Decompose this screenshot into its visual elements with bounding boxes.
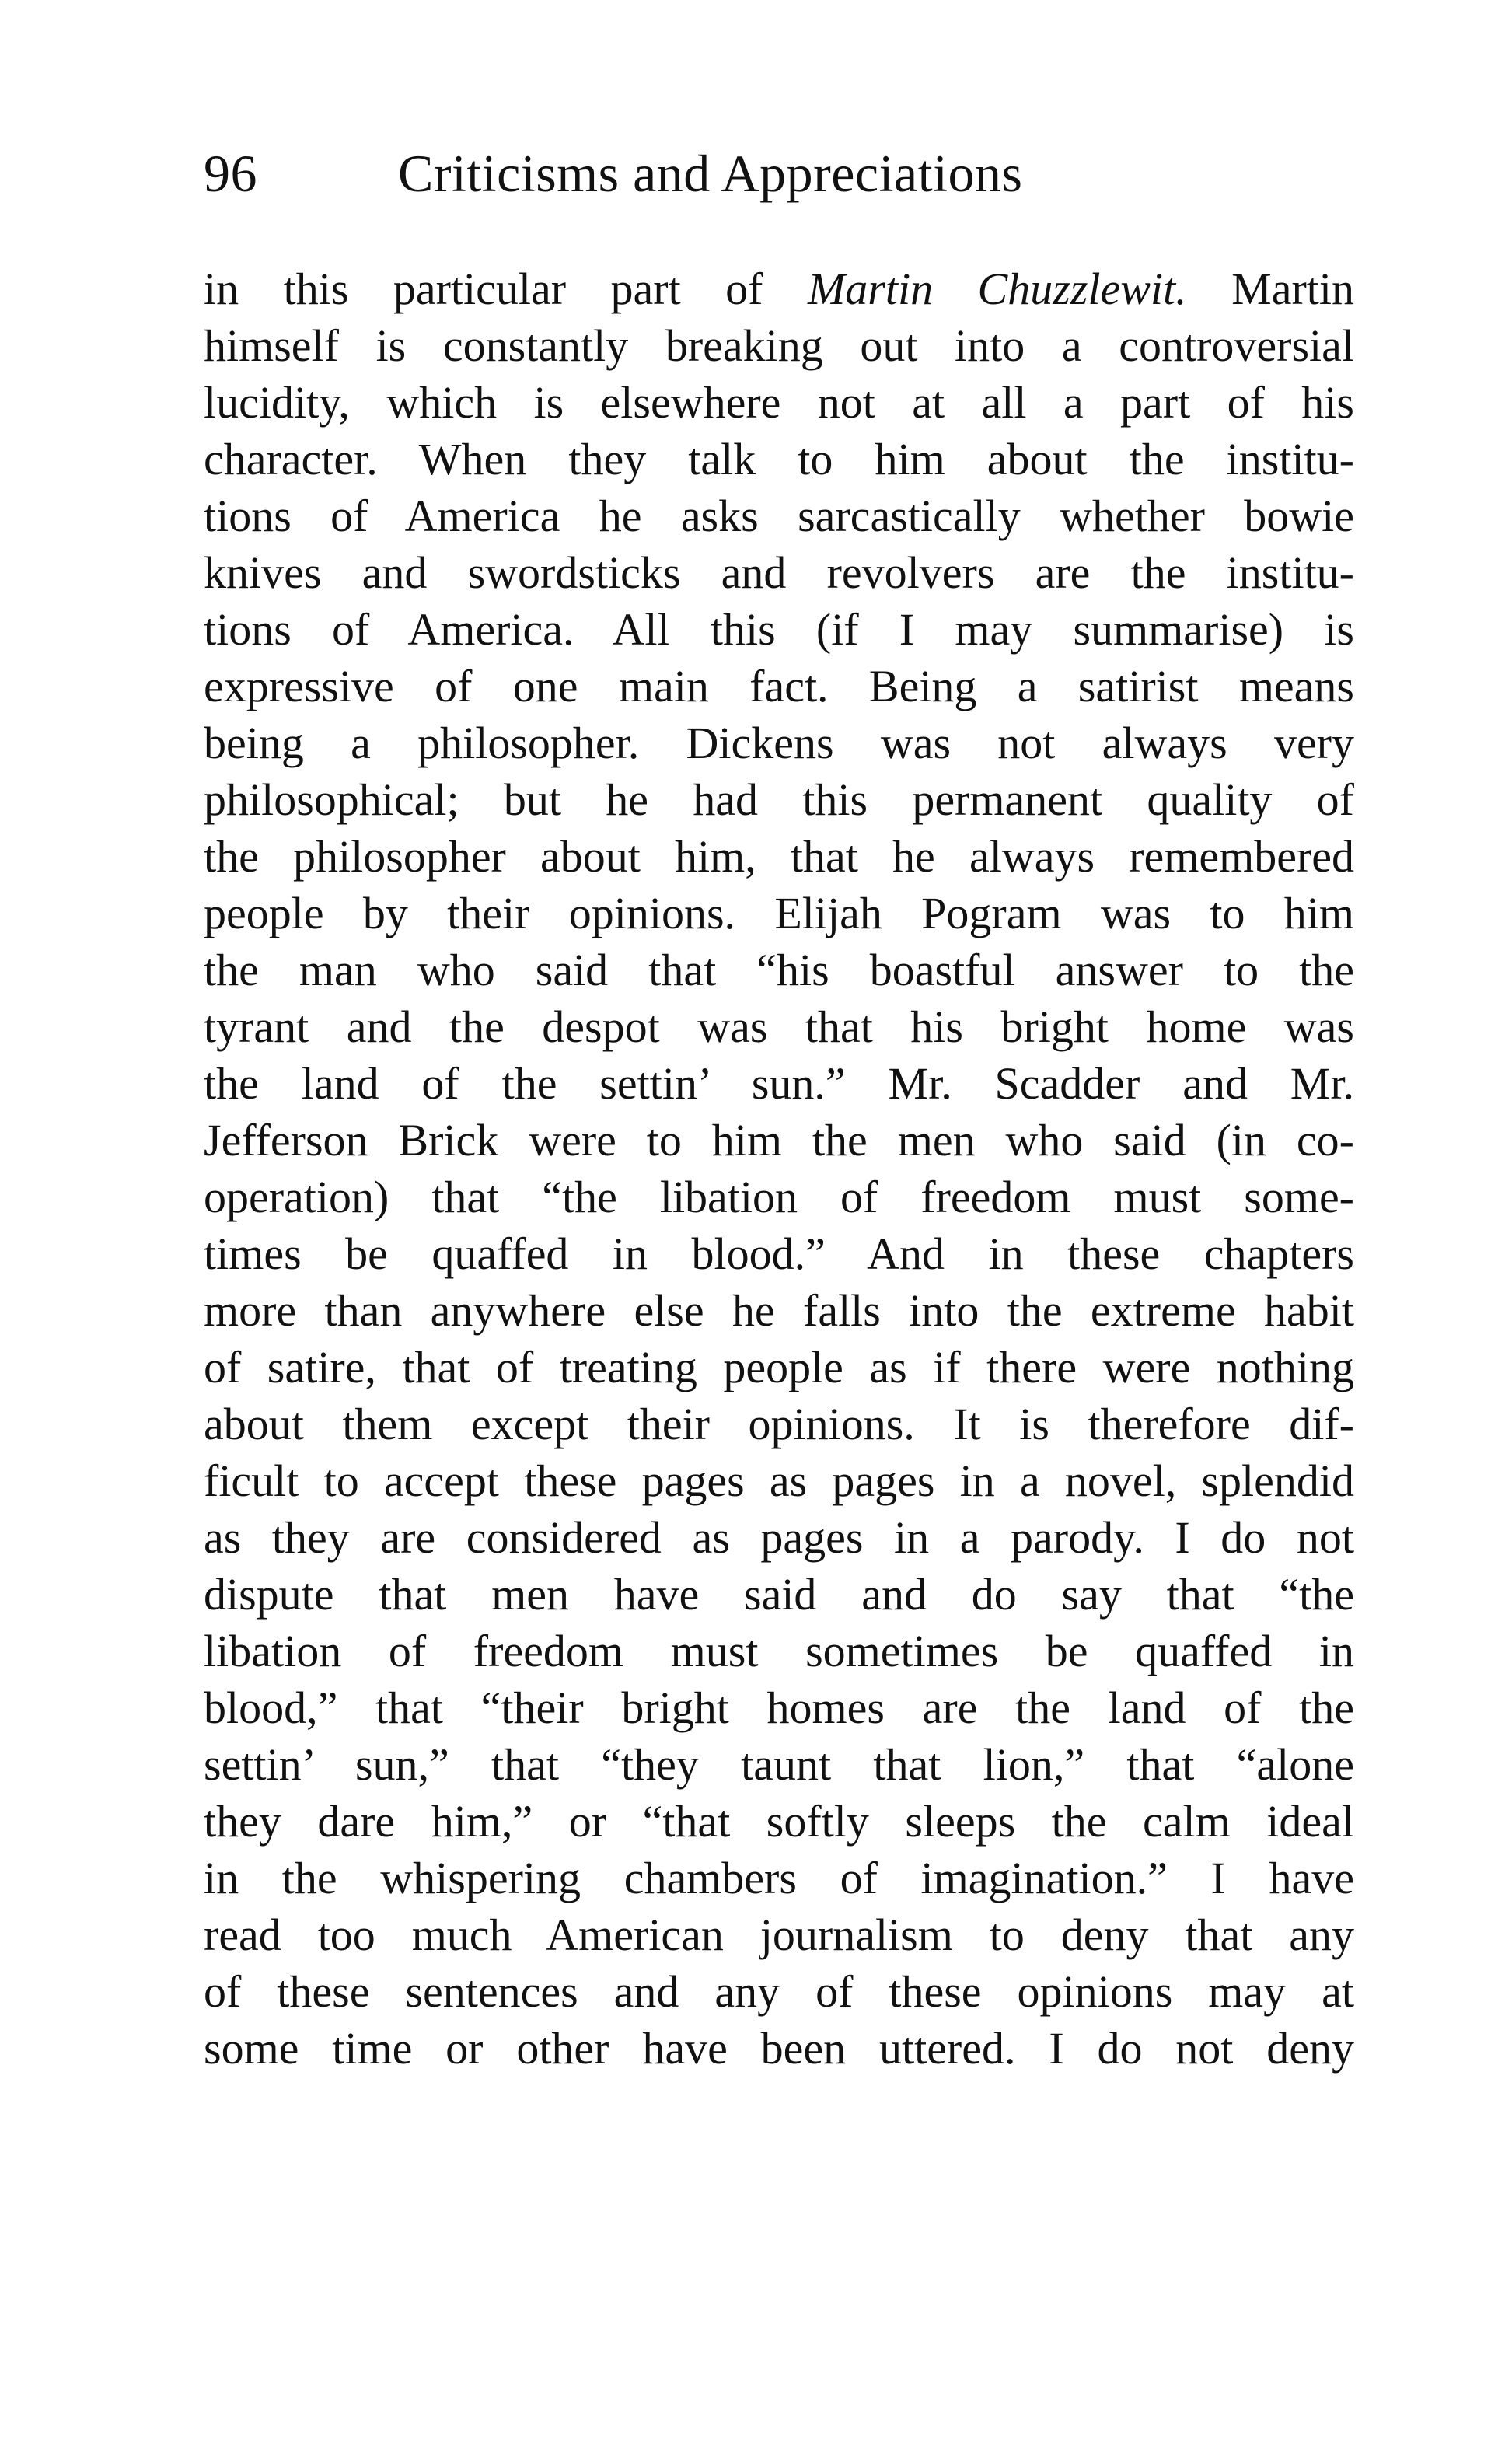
text-line: the land of the settin’ sun.” Mr. Scadder and Mr. [204, 1058, 1354, 1109]
text-line: the man who said that “his boastful answer to the [204, 945, 1354, 995]
text-line: read too much American journalism to deny that any [204, 1910, 1354, 1960]
running-title: Criticisms and Appreciations [398, 144, 1023, 203]
text-line: Jefferson Brick were to him the men who said (in co- [204, 1115, 1354, 1165]
text-line: tyrant and the despot was that his bright home was [204, 1001, 1354, 1052]
text-line-1 [204, 260, 1354, 317]
body-text [204, 260, 1354, 2077]
text-line: they dare him,” or “that softly sleeps the calm ideal [204, 1796, 1354, 1847]
text-line: lucidity, which is elsewhere not at all a part of his [204, 377, 1354, 428]
text-line: as they are considered as pages in a parody. I do not [204, 1512, 1354, 1563]
text-line: ficult to accept these pages as pages in a novel, splendid [204, 1455, 1354, 1506]
text-line: more than anywhere else he falls into the extreme habit [204, 1285, 1354, 1336]
text-line: of satire, that of treating people as if there were nothing [204, 1342, 1354, 1392]
page-number: 96 [204, 144, 257, 203]
text-line: philosophical; but he had this permanent quality of [204, 774, 1354, 825]
text-line: expressive of one main fact. Being a satirist means [204, 661, 1354, 711]
text-line: tions of America. All this (if I may summarise) is [204, 604, 1354, 655]
text-line: dispute that men have said and do say that “the [204, 1569, 1354, 1620]
text-line: times be quaffed in blood.” And in these chapters [204, 1228, 1354, 1279]
running-head [204, 138, 1370, 208]
text-line: himself is constantly breaking out into a controversial [204, 320, 1354, 371]
text-line: blood,” that “their bright homes are the land of the [204, 1682, 1354, 1733]
text-line: about them except their opinions. It is therefore dif- [204, 1399, 1354, 1449]
text-line: operation) that “the libation of freedom must some- [204, 1172, 1354, 1222]
text-line: in the whispering chambers of imagination.” I have [204, 1853, 1354, 1903]
text-line: some time or other have been uttered. I do not deny [204, 2023, 1354, 2074]
text-line-1-end: Martin [1186, 264, 1354, 314]
text-line: people by their opinions. Elijah Pogram was to him [204, 888, 1354, 938]
text-line: being a philosopher. Dickens was not always very [204, 718, 1354, 768]
text-line: tions of America he asks sarcastically whether bowie [204, 491, 1354, 541]
text-line: the philosopher about him, that he always remembered [204, 831, 1354, 882]
text-line-1-start: in this particular part of [204, 264, 808, 314]
text-line: knives and swordsticks and revolvers are the institu- [204, 547, 1354, 598]
text-line: libation of freedom must sometimes be quaffed in [204, 1626, 1354, 1676]
book-title-italic: Martin Chuzzlewit. [807, 264, 1187, 314]
text-line: settin’ sun,” that “they taunt that lion,” that “alone [204, 1739, 1354, 1790]
text-line: of these sentences and any of these opinions may at [204, 1966, 1354, 2017]
text-line: character. When they talk to him about the institu- [204, 434, 1354, 484]
